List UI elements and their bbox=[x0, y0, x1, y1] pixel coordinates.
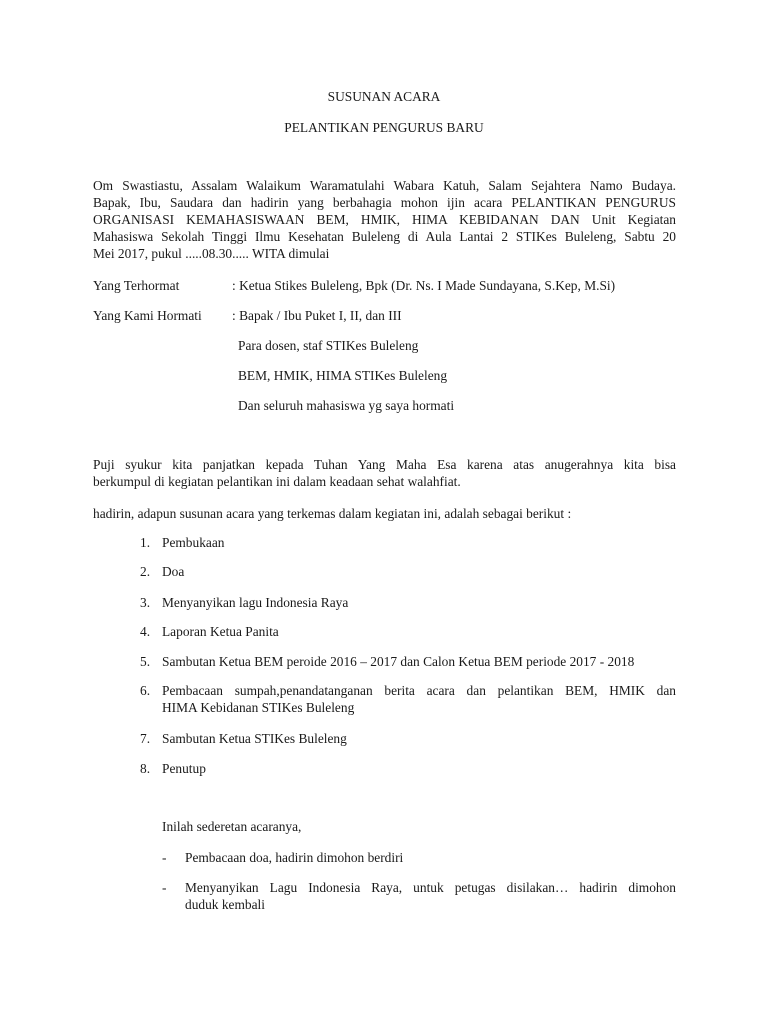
agenda-text: Laporan Ketua Panita bbox=[162, 624, 279, 639]
opening-line: Bapak, Ibu, Saudara dan hadirin yang berbahagia mohon ijin acara PELANTIKAN PENGURUS bbox=[93, 195, 676, 210]
note-text-line: duduk kembali bbox=[185, 897, 265, 912]
note-dash: - bbox=[162, 850, 167, 865]
agenda-text-line: Pembacaan sumpah,penandatanganan berita acara dan pelantikan BEM, HMIK dan bbox=[162, 683, 676, 698]
agenda-text: Menyanyikan lagu Indonesia Raya bbox=[162, 595, 349, 610]
note-dash: - bbox=[162, 880, 167, 895]
salutation-value: Dan seluruh mahasiswa yg saya hormati bbox=[238, 398, 455, 413]
agenda-text: Sambutan Ketua STIKes Buleleng bbox=[162, 731, 347, 746]
salutation-value: BEM, HMIK, HIMA STIKes Buleleng bbox=[238, 368, 448, 383]
agenda-text: Pembukaan bbox=[162, 535, 225, 550]
agenda-number: 3. bbox=[140, 595, 151, 610]
agenda-number: 8. bbox=[140, 761, 151, 776]
salutation-label: Yang Terhormat bbox=[93, 278, 180, 293]
agenda-number: 5. bbox=[140, 654, 151, 669]
gratitude-paragraph bbox=[93, 456, 676, 490]
gratitude-line: berkumpul di kegiatan pelantikan ini dalam keadaan sehat walahfiat. bbox=[93, 474, 461, 489]
note-text bbox=[185, 879, 676, 913]
agenda-text-line: HIMA Kebidanan STIKes Buleleng bbox=[162, 700, 355, 715]
opening-line: Om Swastiastu, Assalam Walaikum Waramatulahi Wabara Katuh, Salam Sejahtera Namo Budaya. bbox=[93, 178, 676, 193]
salutation-value: Para dosen, staf STIKes Buleleng bbox=[238, 338, 419, 353]
agenda-intro: hadirin, adapun susunan acara yang terkemas dalam kegiatan ini, adalah sebagai berikut : bbox=[93, 506, 572, 521]
agenda-number: 6. bbox=[140, 683, 151, 698]
gratitude-line: Puji syukur kita panjatkan kepada Tuhan Yang Maha Esa karena atas anugerahnya kita bisa bbox=[93, 457, 676, 472]
opening-line: ORGANISASI KEMAHASISWAAN BEM, HMIK, HIMA KEBIDANAN DAN Unit Kegiatan bbox=[93, 212, 676, 227]
note-text-line: Menyanyikan Lagu Indonesia Raya, untuk petugas disilakan… hadirin dimohon bbox=[185, 880, 676, 895]
salutation-value: : Ketua Stikes Buleleng, Bpk (Dr. Ns. I Made Sundayana, S.Kep, M.Si) bbox=[232, 278, 616, 293]
salutation-value: : Bapak / Ibu Puket I, II, dan III bbox=[232, 308, 402, 323]
agenda-number: 2. bbox=[140, 564, 151, 579]
note-text: Pembacaan doa, hadirin dimohon berdiri bbox=[185, 850, 404, 865]
agenda-text: Doa bbox=[162, 564, 185, 579]
agenda-number: 7. bbox=[140, 731, 151, 746]
agenda-number: 4. bbox=[140, 624, 151, 639]
agenda-number: 1. bbox=[140, 535, 151, 550]
document-subtitle: PELANTIKAN PENGURUS BARU bbox=[284, 120, 484, 135]
salutation-label: Yang Kami Hormati bbox=[93, 308, 202, 323]
document-title: SUSUNAN ACARA bbox=[327, 89, 441, 104]
opening-line: Mahasiswa Sekolah Tinggi Ilmu Kesehatan Buleleng di Aula Lantai 2 STIKes Buleleng, Sabtu 20 bbox=[93, 229, 676, 244]
opening-paragraph bbox=[93, 177, 676, 262]
notes-intro: Inilah sederetan acaranya, bbox=[162, 819, 302, 834]
agenda-text: Sambutan Ketua BEM peroide 2016 – 2017 dan Calon Ketua BEM periode 2017 - 2018 bbox=[162, 654, 635, 669]
agenda-text: Penutup bbox=[162, 761, 206, 776]
agenda-text bbox=[162, 682, 676, 716]
opening-line: Mei 2017, pukul .....08.30..... WITA dimulai bbox=[93, 246, 330, 261]
